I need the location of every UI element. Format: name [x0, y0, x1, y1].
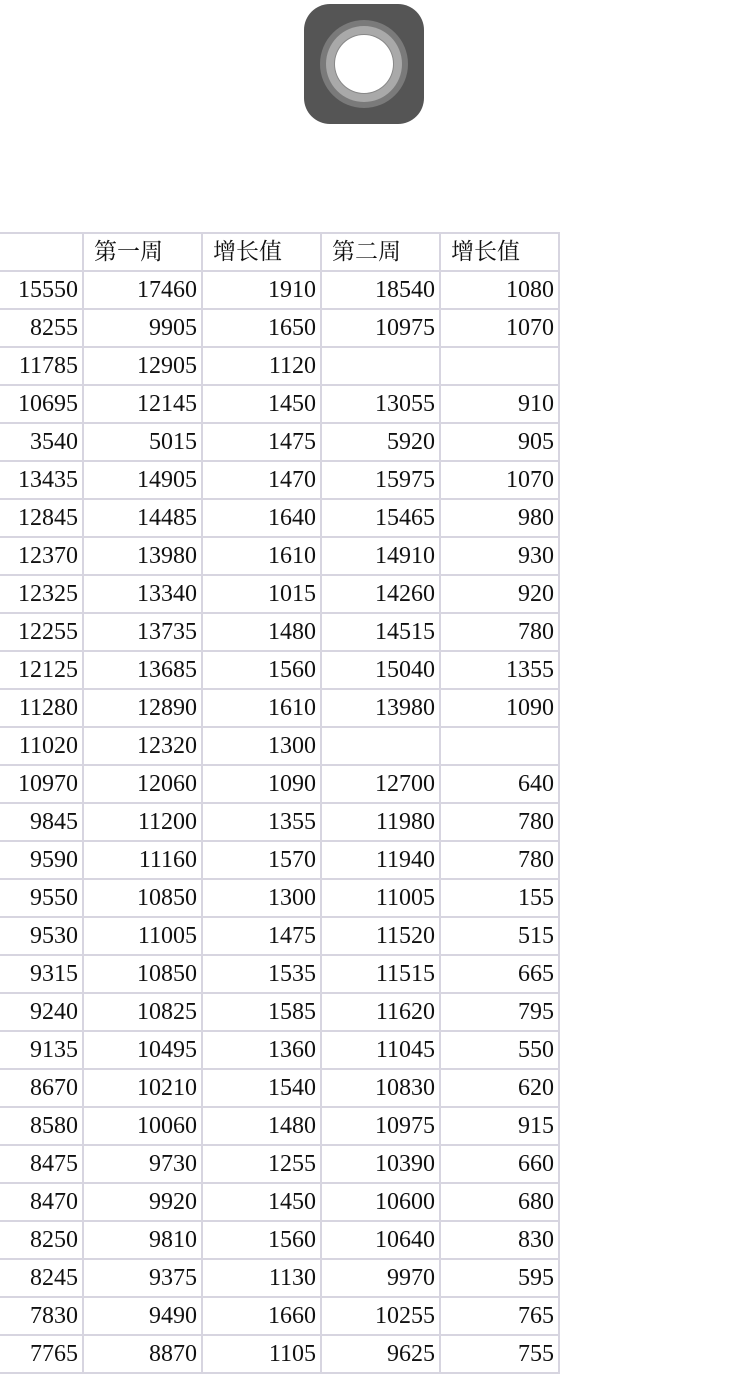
cell-col-growth2[interactable]: 595	[440, 1259, 559, 1297]
cell-col-growth1[interactable]: 1610	[202, 537, 321, 575]
cell-col-week2[interactable]: 11515	[321, 955, 440, 993]
cell-col-a[interactable]: 3540	[0, 423, 83, 461]
cell-col-week2[interactable]: 11520	[321, 917, 440, 955]
cell-col-a[interactable]: 9550	[0, 879, 83, 917]
table-row	[0, 613, 559, 651]
cell-col-week2[interactable]: 15040	[321, 651, 440, 689]
cell-col-growth1[interactable]: 1015	[202, 575, 321, 613]
header-cell-col-growth1[interactable]: 增长值	[202, 233, 321, 271]
cell-col-growth1[interactable]: 1910	[202, 271, 321, 309]
cell-col-a[interactable]: 11785	[0, 347, 83, 385]
cell-col-week1[interactable]: 11005	[83, 917, 202, 955]
cell-col-week2[interactable]: 10640	[321, 1221, 440, 1259]
cell-col-a[interactable]: 9530	[0, 917, 83, 955]
cell-col-week1[interactable]: 14905	[83, 461, 202, 499]
cell-col-week2[interactable]: 13055	[321, 385, 440, 423]
cell-col-week1[interactable]: 9375	[83, 1259, 202, 1297]
cell-col-week2[interactable]: 11940	[321, 841, 440, 879]
cell-col-week2[interactable]: 13980	[321, 689, 440, 727]
cell-col-growth2[interactable]: 905	[440, 423, 559, 461]
cell-col-week1[interactable]: 11200	[83, 803, 202, 841]
table-row	[0, 955, 559, 993]
cell-col-growth1[interactable]: 1480	[202, 1107, 321, 1145]
cell-col-growth2[interactable]: 1080	[440, 271, 559, 309]
cell-col-growth1[interactable]: 1300	[202, 879, 321, 917]
table-row	[0, 1031, 559, 1069]
table-row	[0, 727, 559, 765]
cell-col-growth1[interactable]: 1560	[202, 1221, 321, 1259]
cell-col-growth1[interactable]: 1475	[202, 917, 321, 955]
cell-col-a[interactable]: 13435	[0, 461, 83, 499]
table-row	[0, 499, 559, 537]
cell-col-a[interactable]: 7765	[0, 1335, 83, 1373]
cell-col-a[interactable]: 8580	[0, 1107, 83, 1145]
cell-col-growth1[interactable]: 1660	[202, 1297, 321, 1335]
table-row	[0, 1335, 559, 1373]
cell-col-growth1[interactable]: 1130	[202, 1259, 321, 1297]
cell-col-week2[interactable]	[321, 727, 440, 765]
cell-col-growth1[interactable]: 1255	[202, 1145, 321, 1183]
cell-col-a[interactable]: 9240	[0, 993, 83, 1031]
cell-col-week2[interactable]: 14515	[321, 613, 440, 651]
cell-col-a[interactable]: 12370	[0, 537, 83, 575]
cell-col-growth2[interactable]: 515	[440, 917, 559, 955]
table-row	[0, 575, 559, 613]
cell-col-week2[interactable]: 11045	[321, 1031, 440, 1069]
header-row	[0, 233, 559, 271]
assistive-touch-button[interactable]	[304, 4, 424, 124]
cell-col-week2[interactable]: 10830	[321, 1069, 440, 1107]
cell-col-growth1[interactable]: 1560	[202, 651, 321, 689]
cell-col-week2[interactable]: 12700	[321, 765, 440, 803]
cell-col-a[interactable]: 10695	[0, 385, 83, 423]
cell-col-a[interactable]: 8245	[0, 1259, 83, 1297]
cell-col-week2[interactable]: 11620	[321, 993, 440, 1031]
cell-col-week2[interactable]: 10975	[321, 1107, 440, 1145]
cell-col-week2[interactable]: 9970	[321, 1259, 440, 1297]
header-cell-col-a[interactable]	[0, 233, 83, 271]
cell-col-week1[interactable]: 9905	[83, 309, 202, 347]
table-row	[0, 1145, 559, 1183]
cell-col-week2[interactable]: 11980	[321, 803, 440, 841]
cell-col-week2[interactable]: 15465	[321, 499, 440, 537]
cell-col-week2[interactable]: 10390	[321, 1145, 440, 1183]
cell-col-growth1[interactable]: 1470	[202, 461, 321, 499]
cell-col-growth1[interactable]: 1090	[202, 765, 321, 803]
table-row	[0, 347, 559, 385]
cell-col-week1[interactable]: 13980	[83, 537, 202, 575]
cell-col-a[interactable]: 11280	[0, 689, 83, 727]
cell-col-a[interactable]: 9845	[0, 803, 83, 841]
cell-col-a[interactable]: 12255	[0, 613, 83, 651]
cell-col-week2[interactable]: 10975	[321, 309, 440, 347]
cell-col-growth2[interactable]: 1090	[440, 689, 559, 727]
cell-col-a[interactable]: 15550	[0, 271, 83, 309]
cell-col-a[interactable]: 8250	[0, 1221, 83, 1259]
cell-col-growth2[interactable]: 1355	[440, 651, 559, 689]
cell-col-week1[interactable]: 5015	[83, 423, 202, 461]
cell-col-week1[interactable]: 10850	[83, 879, 202, 917]
table-row	[0, 1297, 559, 1335]
cell-col-week1[interactable]: 9810	[83, 1221, 202, 1259]
spreadsheet-table	[0, 232, 560, 1374]
cell-col-growth2[interactable]: 830	[440, 1221, 559, 1259]
cell-col-growth2[interactable]: 910	[440, 385, 559, 423]
table-row	[0, 1183, 559, 1221]
table-row	[0, 309, 559, 347]
table-row	[0, 461, 559, 499]
table-row	[0, 841, 559, 879]
cell-col-growth2[interactable]: 1070	[440, 309, 559, 347]
cell-col-growth1[interactable]: 1640	[202, 499, 321, 537]
table-row	[0, 1107, 559, 1145]
header-cell-col-week2[interactable]: 第二周	[321, 233, 440, 271]
cell-col-a[interactable]: 12325	[0, 575, 83, 613]
cell-col-growth2[interactable]: 755	[440, 1335, 559, 1373]
cell-col-growth1[interactable]: 1300	[202, 727, 321, 765]
cell-col-a[interactable]: 12125	[0, 651, 83, 689]
header-cell-col-growth2[interactable]: 增长值	[440, 233, 559, 271]
cell-col-week1[interactable]: 10060	[83, 1107, 202, 1145]
table-row	[0, 917, 559, 955]
cell-col-a[interactable]: 8475	[0, 1145, 83, 1183]
cell-col-week1[interactable]: 10210	[83, 1069, 202, 1107]
cell-col-week1[interactable]: 12060	[83, 765, 202, 803]
cell-col-growth2[interactable]: 155	[440, 879, 559, 917]
cell-col-growth1[interactable]: 1535	[202, 955, 321, 993]
cell-col-week2[interactable]: 14910	[321, 537, 440, 575]
cell-col-growth2[interactable]: 765	[440, 1297, 559, 1335]
cell-col-a[interactable]: 9590	[0, 841, 83, 879]
cell-col-growth1[interactable]: 1450	[202, 385, 321, 423]
cell-col-growth1[interactable]: 1585	[202, 993, 321, 1031]
cell-col-week1[interactable]: 10850	[83, 955, 202, 993]
cell-col-week1[interactable]: 10495	[83, 1031, 202, 1069]
cell-col-week1[interactable]: 9730	[83, 1145, 202, 1183]
cell-col-growth2[interactable]: 780	[440, 841, 559, 879]
table-row	[0, 537, 559, 575]
cell-col-growth2[interactable]	[440, 727, 559, 765]
table-row	[0, 803, 559, 841]
cell-col-growth2[interactable]: 930	[440, 537, 559, 575]
cell-col-growth2[interactable]: 795	[440, 993, 559, 1031]
cell-col-week2[interactable]	[321, 347, 440, 385]
cell-col-growth1[interactable]: 1355	[202, 803, 321, 841]
cell-col-growth2[interactable]	[440, 347, 559, 385]
cell-col-growth2[interactable]: 550	[440, 1031, 559, 1069]
cell-col-week2[interactable]: 18540	[321, 271, 440, 309]
cell-col-a[interactable]: 7830	[0, 1297, 83, 1335]
table-row	[0, 1259, 559, 1297]
cell-col-growth1[interactable]: 1540	[202, 1069, 321, 1107]
cell-col-growth1[interactable]: 1105	[202, 1335, 321, 1373]
cell-col-growth2[interactable]: 920	[440, 575, 559, 613]
table-row	[0, 423, 559, 461]
cell-col-growth2[interactable]: 680	[440, 1183, 559, 1221]
cell-col-growth1[interactable]: 1570	[202, 841, 321, 879]
cell-col-a[interactable]: 11020	[0, 727, 83, 765]
cell-col-a[interactable]: 9315	[0, 955, 83, 993]
cell-col-week1[interactable]: 13340	[83, 575, 202, 613]
cell-col-week1[interactable]: 9920	[83, 1183, 202, 1221]
cell-col-week1[interactable]: 13735	[83, 613, 202, 651]
cell-col-growth1[interactable]: 1475	[202, 423, 321, 461]
cell-col-week2[interactable]: 9625	[321, 1335, 440, 1373]
table-row	[0, 1221, 559, 1259]
table-row	[0, 651, 559, 689]
table-row	[0, 1069, 559, 1107]
cell-col-growth1[interactable]: 1360	[202, 1031, 321, 1069]
cell-col-a[interactable]: 8470	[0, 1183, 83, 1221]
table-row	[0, 385, 559, 423]
table-row	[0, 689, 559, 727]
cell-col-a[interactable]: 9135	[0, 1031, 83, 1069]
cell-col-growth2[interactable]: 915	[440, 1107, 559, 1145]
cell-col-growth2[interactable]: 780	[440, 613, 559, 651]
cell-col-growth1[interactable]: 1610	[202, 689, 321, 727]
cell-col-week2[interactable]: 10600	[321, 1183, 440, 1221]
cell-col-a[interactable]: 8670	[0, 1069, 83, 1107]
cell-col-week1[interactable]: 13685	[83, 651, 202, 689]
cell-col-growth2[interactable]: 640	[440, 765, 559, 803]
table-row	[0, 765, 559, 803]
cell-col-growth2[interactable]: 660	[440, 1145, 559, 1183]
cell-col-week1[interactable]: 11160	[83, 841, 202, 879]
cell-col-growth1[interactable]: 1650	[202, 309, 321, 347]
cell-col-week1[interactable]: 17460	[83, 271, 202, 309]
cell-col-growth2[interactable]: 620	[440, 1069, 559, 1107]
cell-col-week1[interactable]: 9490	[83, 1297, 202, 1335]
table-row	[0, 271, 559, 309]
header-cell-col-week1[interactable]: 第一周	[83, 233, 202, 271]
cell-col-growth1[interactable]: 1480	[202, 613, 321, 651]
cell-col-week1[interactable]: 12905	[83, 347, 202, 385]
assistive-touch-core	[335, 35, 393, 93]
cell-col-week2[interactable]: 14260	[321, 575, 440, 613]
cell-col-a[interactable]: 8255	[0, 309, 83, 347]
cell-col-growth2[interactable]: 665	[440, 955, 559, 993]
cell-col-week1[interactable]: 12890	[83, 689, 202, 727]
cell-col-week1[interactable]: 12145	[83, 385, 202, 423]
cell-col-growth1[interactable]: 1120	[202, 347, 321, 385]
cell-col-week1[interactable]: 10825	[83, 993, 202, 1031]
cell-col-growth2[interactable]: 980	[440, 499, 559, 537]
cell-col-growth2[interactable]: 780	[440, 803, 559, 841]
cell-col-week1[interactable]: 14485	[83, 499, 202, 537]
cell-col-week2[interactable]: 5920	[321, 423, 440, 461]
cell-col-week1[interactable]: 12320	[83, 727, 202, 765]
cell-col-growth2[interactable]: 1070	[440, 461, 559, 499]
cell-col-a[interactable]: 10970	[0, 765, 83, 803]
table-row	[0, 993, 559, 1031]
cell-col-week2[interactable]: 10255	[321, 1297, 440, 1335]
cell-col-week2[interactable]: 11005	[321, 879, 440, 917]
cell-col-a[interactable]: 12845	[0, 499, 83, 537]
cell-col-growth1[interactable]: 1450	[202, 1183, 321, 1221]
cell-col-week2[interactable]: 15975	[321, 461, 440, 499]
cell-col-week1[interactable]: 8870	[83, 1335, 202, 1373]
table-row	[0, 879, 559, 917]
